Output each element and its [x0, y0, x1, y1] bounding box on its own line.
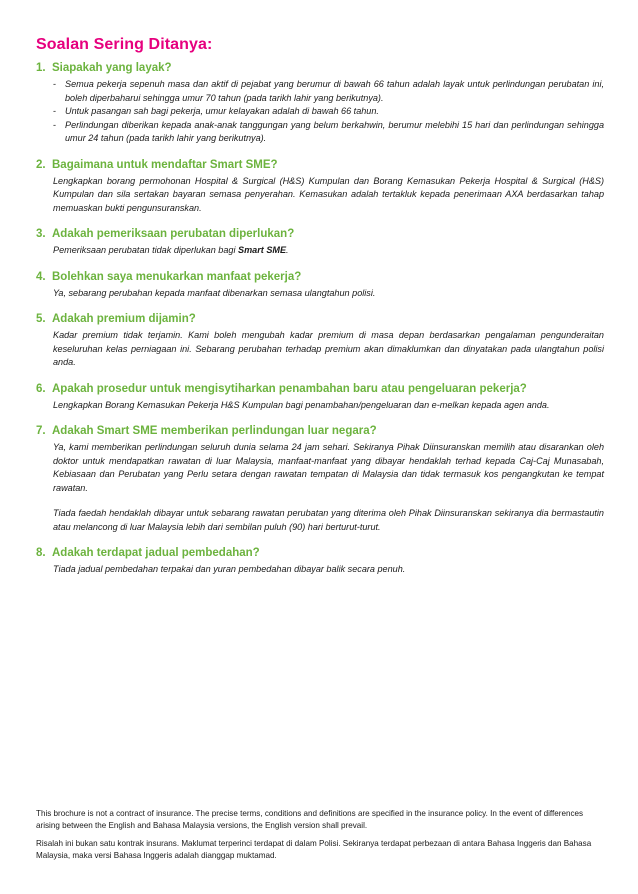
faq-question-2: [36, 157, 604, 173]
faq-answer-7: Ya, kami memberikan perlindungan seluruh dunia selama 24 jam sehari. Sekiranya Pihak Diinsuranskan memilih atau disarankan oleh doktor untuk mendapatkan rawatan di luar Malaysia, manfaat-manfaat yang dibayar hendaklah terhad kepada Caj-Caj Munasabah, Kebiasaan dan Perubatan yang Perlu setara dengan rawatan tempatan di Malaysia dan tidak termasuk kos pengangkutan ke tempat rawatan.: [53, 442, 604, 493]
question-text: Adakah pemeriksaan perubatan diperlukan?: [52, 228, 295, 240]
question-text: Apakah prosedur untuk mengisytiharkan penambahan baru atau pengeluaran pekerja?: [52, 382, 527, 395]
faq-question-5: [36, 311, 604, 327]
bullet-text: Semua pekerja sepenuh masa dan aktif di pejabat yang berumur di bawah 66 tahun adalah layak untuk perlindungan perubatan ini, boleh diperbaharui sehingga umur 70 tahun (pada tarikh lahir yang berikutnya).: [65, 79, 604, 103]
faq-question-8: [36, 545, 604, 561]
faq-question-7: [36, 423, 604, 439]
question-number: 2.: [36, 158, 46, 171]
question-text: Bolehkan saya menukarkan manfaat pekerja?: [52, 270, 302, 283]
question-number: 8.: [36, 547, 46, 559]
answer-text: Pemeriksaan perubatan tidak diperlukan bagi: [53, 245, 239, 255]
question-text: Siapakah yang layak?: [52, 62, 172, 74]
faq-item-4: [36, 269, 604, 301]
faq-item-2: [36, 157, 604, 216]
answer-text-end: .: [286, 245, 289, 255]
faq-item-7: [36, 423, 604, 534]
disclaimer-footer: [36, 808, 604, 868]
faq-answer-4: Ya, sebarang perubahan kepada manfaat dibenarkan semasa ulangtahun polisi.: [53, 287, 376, 298]
disclaimer-english: This brochure is not a contract of insurance. The precise terms, conditions and definitions are specified in the insurance policy. In the event of differences arising between the English and Bahasa Malaysia versions, the English version shall prevail.: [36, 809, 584, 830]
faq-question-6: [36, 381, 604, 397]
faq-answer-8: Tiada jadual pembedahan terpakai dan yuran pembedahan dibayar balik secara penuh.: [53, 564, 406, 574]
disclaimer-malay: Risalah ini bukan satu kontrak insurans. Maklumat terperinci terdapat di dalam Polisi. Sekiranya terdapat perbezaan di antara Bahasa Inggeris dan Bahasa Malaysia, maka versi Bahasa Inggeris adalah dianggap muktamad.: [36, 839, 592, 860]
bullet-item: [53, 119, 604, 146]
bullet-item: [53, 105, 604, 119]
faq-item-8: [36, 545, 604, 577]
dash-bullet: -: [53, 79, 57, 89]
question-number: 7.: [36, 425, 46, 437]
faq-answer-7-note: Tiada faedah hendaklah dibayar untuk sebarang rawatan perubatan yang diterima oleh Pihak Diinsuranskan sekiranya dia bermastautin atau melancong di luar Malaysia lebih dari sembilan puluh (90) hari berturut-turut.: [53, 508, 604, 532]
question-text: Adakah Smart SME memberikan perlindungan luar negara?: [52, 425, 377, 437]
bullet-text: Perlindungan diberikan kepada anak-anak tanggungan yang belum berkahwin, berumur melebihi 15 hari dan perlindungan sehingga umur 24 tahun (pada tarikh lahir yang berikutnya).: [65, 119, 604, 143]
bullet-text: Untuk pasangan sah bagi pekerja, umur kelayakan adalah di bawah 66 tahun.: [65, 106, 379, 116]
faq-question-1: [36, 60, 604, 76]
question-number: 6.: [36, 382, 46, 395]
dash-bullet: -: [53, 119, 57, 130]
question-text: Bagaimana untuk mendaftar Smart SME?: [52, 158, 278, 171]
faq-answer-6: Lengkapkan Borang Kemasukan Pekerja H&S Kumpulan bagi penambahan/pengeluaran dan e-melkan kepada agen anda.: [53, 399, 550, 410]
question-number: 3.: [36, 228, 46, 240]
faq-question-4: [36, 269, 604, 285]
faq-answer-5: Kadar premium tidak terjamin. Kami boleh mengubah kadar premium di masa depan berdasarkan pengalaman pengunderaitan keseluruhan kelas perniagaan ini. Sebarang perubahan terhadap premium akan dimaklumkan dan dinyatakan pada ulangtahun polisi anda.: [53, 330, 604, 367]
question-number: 1.: [36, 62, 46, 74]
question-text: Adakah premium dijamin?: [52, 313, 196, 325]
question-text: Adakah terdapat jadual pembedahan?: [52, 547, 260, 559]
faq-answer-3: [53, 244, 604, 258]
faq-item-5: [36, 311, 604, 370]
faq-question-3: [36, 226, 604, 242]
question-number: 4.: [36, 270, 46, 283]
faq-answer-1: [53, 78, 604, 146]
faq-answer-2: Lengkapkan borang permohonan Hospital & Surgical (H&S) Kumpulan dan Borang Kemasukan Pekerja Hospital & Surgical (H&S) Kumpulan dan sila sertakan bayaran semasa penyerahan. Kemasukan adalah tertakluk kepada penerimaan AXA berdasarkan tahap memuaskan bukti pengunsuranskan.: [53, 175, 604, 213]
faq-item-6: [36, 381, 604, 413]
dash-bullet: -: [53, 106, 57, 116]
page-title: Soalan Sering Ditanya:: [36, 36, 213, 53]
bullet-item: [53, 78, 604, 105]
faq-item-1: [36, 60, 604, 146]
product-name: Smart SME: [238, 245, 287, 255]
question-number: 5.: [36, 313, 46, 325]
faq-item-3: [36, 226, 604, 258]
faq-list: [36, 60, 604, 588]
